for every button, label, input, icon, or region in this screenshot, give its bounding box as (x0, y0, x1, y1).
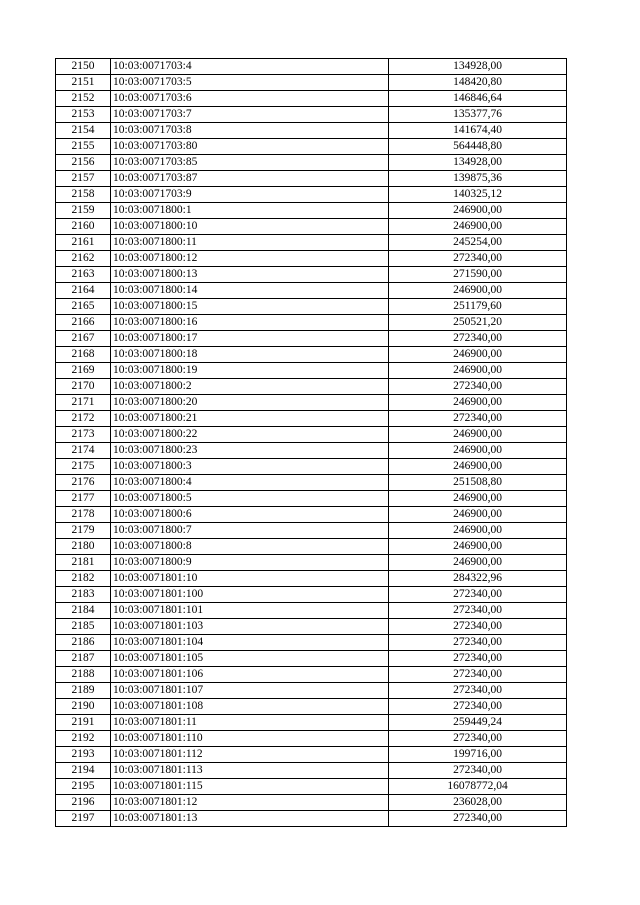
cadastral-number-cell: 10:03:0071800:13 (111, 267, 389, 283)
cadastral-value-cell: 146846,64 (389, 91, 567, 107)
cadastral-number-cell: 10:03:0071800:15 (111, 299, 389, 315)
row-number-cell: 2194 (56, 763, 111, 779)
cadastral-value-cell: 135377,76 (389, 107, 567, 123)
document-page (55, 58, 566, 827)
table-row (56, 283, 567, 299)
cadastral-number-cell: 10:03:0071801:115 (111, 779, 389, 795)
row-number-cell: 2174 (56, 443, 111, 459)
cadastral-value-cell: 271590,00 (389, 267, 567, 283)
table-row (56, 315, 567, 331)
table-row (56, 587, 567, 603)
cadastral-value-cell: 246900,00 (389, 459, 567, 475)
cadastral-value-cell: 272340,00 (389, 635, 567, 651)
cadastral-value-cell: 246900,00 (389, 363, 567, 379)
table-row (56, 59, 567, 75)
table-row (56, 731, 567, 747)
cadastral-number-cell: 10:03:0071703:85 (111, 155, 389, 171)
cadastral-number-cell: 10:03:0071801:13 (111, 811, 389, 827)
cadastral-value-cell: 272340,00 (389, 651, 567, 667)
cadastral-value-cell: 245254,00 (389, 235, 567, 251)
table-row (56, 155, 567, 171)
cadastral-value-cell: 246900,00 (389, 219, 567, 235)
cadastral-number-cell: 10:03:0071801:105 (111, 651, 389, 667)
cadastral-number-cell: 10:03:0071800:20 (111, 395, 389, 411)
row-number-cell: 2169 (56, 363, 111, 379)
cadastral-value-cell: 199716,00 (389, 747, 567, 763)
table-row (56, 763, 567, 779)
table-row (56, 411, 567, 427)
table-row (56, 555, 567, 571)
row-number-cell: 2160 (56, 219, 111, 235)
row-number-cell: 2166 (56, 315, 111, 331)
cadastral-number-cell: 10:03:0071801:10 (111, 571, 389, 587)
cadastral-number-cell: 10:03:0071800:12 (111, 251, 389, 267)
row-number-cell: 2182 (56, 571, 111, 587)
table-row (56, 91, 567, 107)
table-row (56, 715, 567, 731)
row-number-cell: 2185 (56, 619, 111, 635)
cadastral-number-cell: 10:03:0071703:6 (111, 91, 389, 107)
cadastral-value-cell: 246900,00 (389, 283, 567, 299)
table-row (56, 363, 567, 379)
row-number-cell: 2168 (56, 347, 111, 363)
cadastral-value-cell: 134928,00 (389, 59, 567, 75)
row-number-cell: 2152 (56, 91, 111, 107)
cadastral-value-cell: 272340,00 (389, 683, 567, 699)
cadastral-number-cell: 10:03:0071703:8 (111, 123, 389, 139)
cadastral-value-cell: 259449,24 (389, 715, 567, 731)
table-row (56, 491, 567, 507)
cadastral-value-cell: 139875,36 (389, 171, 567, 187)
row-number-cell: 2180 (56, 539, 111, 555)
cadastral-value-cell: 246900,00 (389, 427, 567, 443)
table-row (56, 699, 567, 715)
table-row (56, 395, 567, 411)
cadastral-value-cell: 272340,00 (389, 811, 567, 827)
cadastral-number-cell: 10:03:0071800:10 (111, 219, 389, 235)
row-number-cell: 2178 (56, 507, 111, 523)
cadastral-number-cell: 10:03:0071800:18 (111, 347, 389, 363)
cadastral-value-cell: 272340,00 (389, 731, 567, 747)
row-number-cell: 2177 (56, 491, 111, 507)
cadastral-number-cell: 10:03:0071800:21 (111, 411, 389, 427)
row-number-cell: 2191 (56, 715, 111, 731)
row-number-cell: 2181 (56, 555, 111, 571)
table-row (56, 347, 567, 363)
row-number-cell: 2189 (56, 683, 111, 699)
row-number-cell: 2170 (56, 379, 111, 395)
row-number-cell: 2183 (56, 587, 111, 603)
row-number-cell: 2188 (56, 667, 111, 683)
cadastral-value-cell: 251508,80 (389, 475, 567, 491)
table-body (56, 59, 567, 827)
row-number-cell: 2190 (56, 699, 111, 715)
table-row (56, 203, 567, 219)
cadastral-number-cell: 10:03:0071703:87 (111, 171, 389, 187)
cadastral-number-cell: 10:03:0071800:14 (111, 283, 389, 299)
cadastral-number-cell: 10:03:0071703:7 (111, 107, 389, 123)
table-row (56, 459, 567, 475)
cadastral-number-cell: 10:03:0071703:5 (111, 75, 389, 91)
cadastral-value-cell: 246900,00 (389, 539, 567, 555)
table-row (56, 139, 567, 155)
row-number-cell: 2196 (56, 795, 111, 811)
row-number-cell: 2171 (56, 395, 111, 411)
cadastral-value-cell: 246900,00 (389, 395, 567, 411)
row-number-cell: 2197 (56, 811, 111, 827)
cadastral-number-cell: 10:03:0071801:11 (111, 715, 389, 731)
cadastral-value-cell: 246900,00 (389, 491, 567, 507)
row-number-cell: 2175 (56, 459, 111, 475)
cadastral-number-cell: 10:03:0071801:113 (111, 763, 389, 779)
table-row (56, 171, 567, 187)
row-number-cell: 2193 (56, 747, 111, 763)
cadastral-value-cell: 141674,40 (389, 123, 567, 139)
row-number-cell: 2173 (56, 427, 111, 443)
cadastral-value-cell: 272340,00 (389, 331, 567, 347)
table-row (56, 619, 567, 635)
table-row (56, 507, 567, 523)
row-number-cell: 2179 (56, 523, 111, 539)
cadastral-number-cell: 10:03:0071800:8 (111, 539, 389, 555)
table-row (56, 651, 567, 667)
cadastral-number-cell: 10:03:0071800:2 (111, 379, 389, 395)
cadastral-value-cell: 246900,00 (389, 507, 567, 523)
table-row (56, 235, 567, 251)
cadastral-value-cell: 246900,00 (389, 555, 567, 571)
table-row (56, 667, 567, 683)
row-number-cell: 2186 (56, 635, 111, 651)
cadastral-number-cell: 10:03:0071801:108 (111, 699, 389, 715)
table-row (56, 795, 567, 811)
cadastral-value-cell: 272340,00 (389, 411, 567, 427)
cadastral-number-cell: 10:03:0071800:23 (111, 443, 389, 459)
row-number-cell: 2167 (56, 331, 111, 347)
row-number-cell: 2163 (56, 267, 111, 283)
cadastral-value-cell: 236028,00 (389, 795, 567, 811)
row-number-cell: 2172 (56, 411, 111, 427)
table-row (56, 75, 567, 91)
cadastral-number-cell: 10:03:0071801:100 (111, 587, 389, 603)
table-row (56, 747, 567, 763)
cadastral-value-cell: 246900,00 (389, 523, 567, 539)
cadastral-number-cell: 10:03:0071801:107 (111, 683, 389, 699)
cadastral-number-cell: 10:03:0071801:106 (111, 667, 389, 683)
cadastral-value-cell: 16078772,04 (389, 779, 567, 795)
cadastral-number-cell: 10:03:0071703:4 (111, 59, 389, 75)
cadastral-number-cell: 10:03:0071800:11 (111, 235, 389, 251)
row-number-cell: 2156 (56, 155, 111, 171)
cadastral-value-cell: 272340,00 (389, 619, 567, 635)
table-row (56, 187, 567, 203)
row-number-cell: 2158 (56, 187, 111, 203)
row-number-cell: 2151 (56, 75, 111, 91)
table-row (56, 571, 567, 587)
cadastral-value-cell: 272340,00 (389, 379, 567, 395)
row-number-cell: 2153 (56, 107, 111, 123)
table-row (56, 779, 567, 795)
cadastral-value-cell: 272340,00 (389, 699, 567, 715)
cadastral-value-cell: 246900,00 (389, 347, 567, 363)
cadastral-number-cell: 10:03:0071801:112 (111, 747, 389, 763)
cadastral-value-cell: 272340,00 (389, 667, 567, 683)
cadastral-value-cell: 250521,20 (389, 315, 567, 331)
cadastral-value-cell: 251179,60 (389, 299, 567, 315)
cadastral-number-cell: 10:03:0071703:9 (111, 187, 389, 203)
row-number-cell: 2184 (56, 603, 111, 619)
cadastral-value-cell: 272340,00 (389, 251, 567, 267)
cadastral-number-cell: 10:03:0071703:80 (111, 139, 389, 155)
row-number-cell: 2157 (56, 171, 111, 187)
table-row (56, 379, 567, 395)
cadastral-number-cell: 10:03:0071800:17 (111, 331, 389, 347)
cadastral-value-cell: 140325,12 (389, 187, 567, 203)
table-row (56, 811, 567, 827)
cadastral-number-cell: 10:03:0071800:6 (111, 507, 389, 523)
table-row (56, 331, 567, 347)
table-row (56, 251, 567, 267)
row-number-cell: 2192 (56, 731, 111, 747)
cadastral-value-cell: 272340,00 (389, 763, 567, 779)
cadastral-number-cell: 10:03:0071801:101 (111, 603, 389, 619)
cadastral-number-cell: 10:03:0071800:3 (111, 459, 389, 475)
row-number-cell: 2164 (56, 283, 111, 299)
row-number-cell: 2176 (56, 475, 111, 491)
cadastral-value-cell: 284322,96 (389, 571, 567, 587)
table-row (56, 539, 567, 555)
cadastral-number-cell: 10:03:0071801:12 (111, 795, 389, 811)
row-number-cell: 2159 (56, 203, 111, 219)
table-row (56, 443, 567, 459)
table-row (56, 427, 567, 443)
cadastral-number-cell: 10:03:0071800:1 (111, 203, 389, 219)
cadastral-value-cell: 148420,80 (389, 75, 567, 91)
table-row (56, 635, 567, 651)
cadastral-value-cell: 272340,00 (389, 603, 567, 619)
table-row (56, 299, 567, 315)
table-row (56, 603, 567, 619)
row-number-cell: 2162 (56, 251, 111, 267)
cadastral-number-cell: 10:03:0071800:7 (111, 523, 389, 539)
cadastral-number-cell: 10:03:0071801:104 (111, 635, 389, 651)
cadastral-value-cell: 272340,00 (389, 587, 567, 603)
table-row (56, 107, 567, 123)
table-row (56, 683, 567, 699)
row-number-cell: 2154 (56, 123, 111, 139)
row-number-cell: 2187 (56, 651, 111, 667)
row-number-cell: 2165 (56, 299, 111, 315)
row-number-cell: 2150 (56, 59, 111, 75)
cadastral-number-cell: 10:03:0071800:4 (111, 475, 389, 491)
table-row (56, 219, 567, 235)
cadastral-number-cell: 10:03:0071801:103 (111, 619, 389, 635)
cadastral-number-cell: 10:03:0071800:5 (111, 491, 389, 507)
cadastral-number-cell: 10:03:0071800:22 (111, 427, 389, 443)
row-number-cell: 2155 (56, 139, 111, 155)
table-row (56, 475, 567, 491)
table-row (56, 123, 567, 139)
table-row (56, 267, 567, 283)
cadastral-value-cell: 246900,00 (389, 203, 567, 219)
cadastral-value-cell: 134928,00 (389, 155, 567, 171)
table-row (56, 523, 567, 539)
cadastral-value-cell: 564448,80 (389, 139, 567, 155)
cadastral-value-cell: 246900,00 (389, 443, 567, 459)
cadastral-number-cell: 10:03:0071800:19 (111, 363, 389, 379)
cadastral-number-cell: 10:03:0071801:110 (111, 731, 389, 747)
row-number-cell: 2161 (56, 235, 111, 251)
cadastral-value-table (55, 58, 567, 827)
cadastral-number-cell: 10:03:0071800:16 (111, 315, 389, 331)
cadastral-number-cell: 10:03:0071800:9 (111, 555, 389, 571)
row-number-cell: 2195 (56, 779, 111, 795)
